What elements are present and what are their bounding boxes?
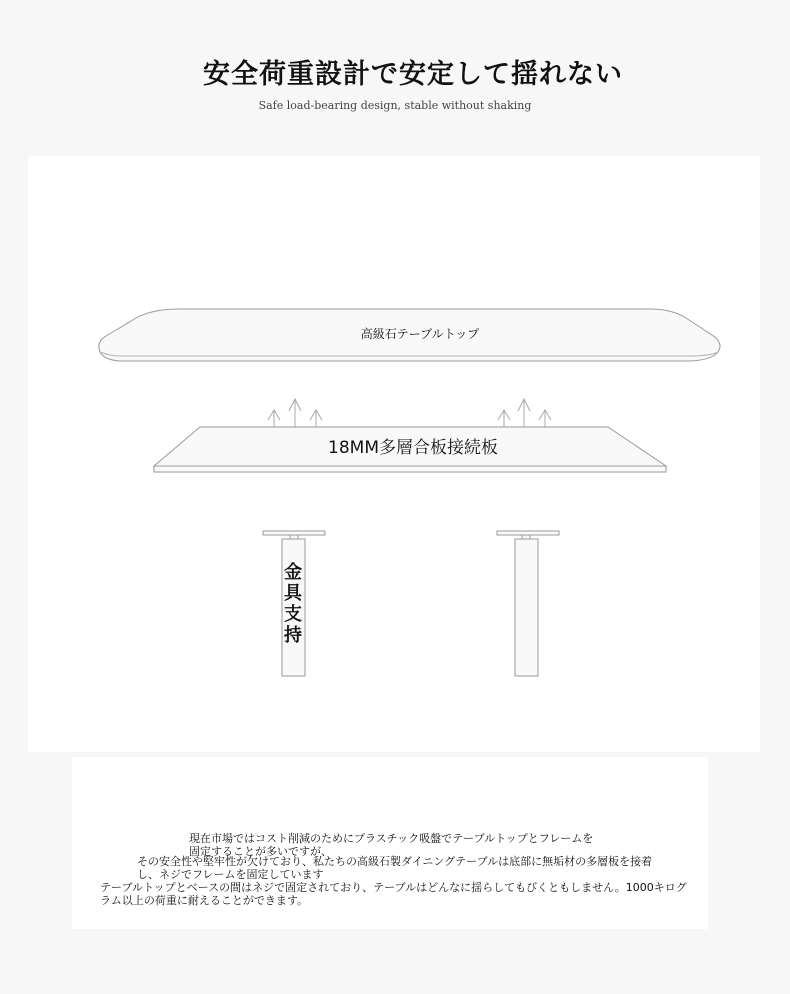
tabletop-label: 高級石テーブルトップ — [360, 327, 480, 341]
right-bracket — [497, 531, 559, 676]
plywood-board — [154, 427, 666, 472]
page-subtitle: Safe load-bearing design, stable without shaking — [258, 99, 532, 112]
description-line-3: テーブルトップとベースの間はネジで固定されており、テーブルはどんなに揺らしてもびくともしません。1000キログラム以上の荷重に耐えることができます。 — [100, 881, 687, 907]
description-line-1: 現在市場ではコスト削減のためにプラスチック吸盤でテーブルトップとフレームを固定することが多いですが、 — [189, 832, 594, 858]
board-label: 18MM多層合板接続板 — [328, 438, 498, 458]
description-line-2: その安全性や堅牢性が欠けており、私たちの高級石製ダイニングテーブルは底部に無垢材の多層板を接着し、ネジでフレームを固定しています — [137, 855, 653, 881]
tabletop-slab — [99, 309, 720, 361]
bracket-label: 金具支持 — [284, 562, 302, 646]
page-title: 安全荷重設計で安定して揺れない — [203, 59, 623, 90]
